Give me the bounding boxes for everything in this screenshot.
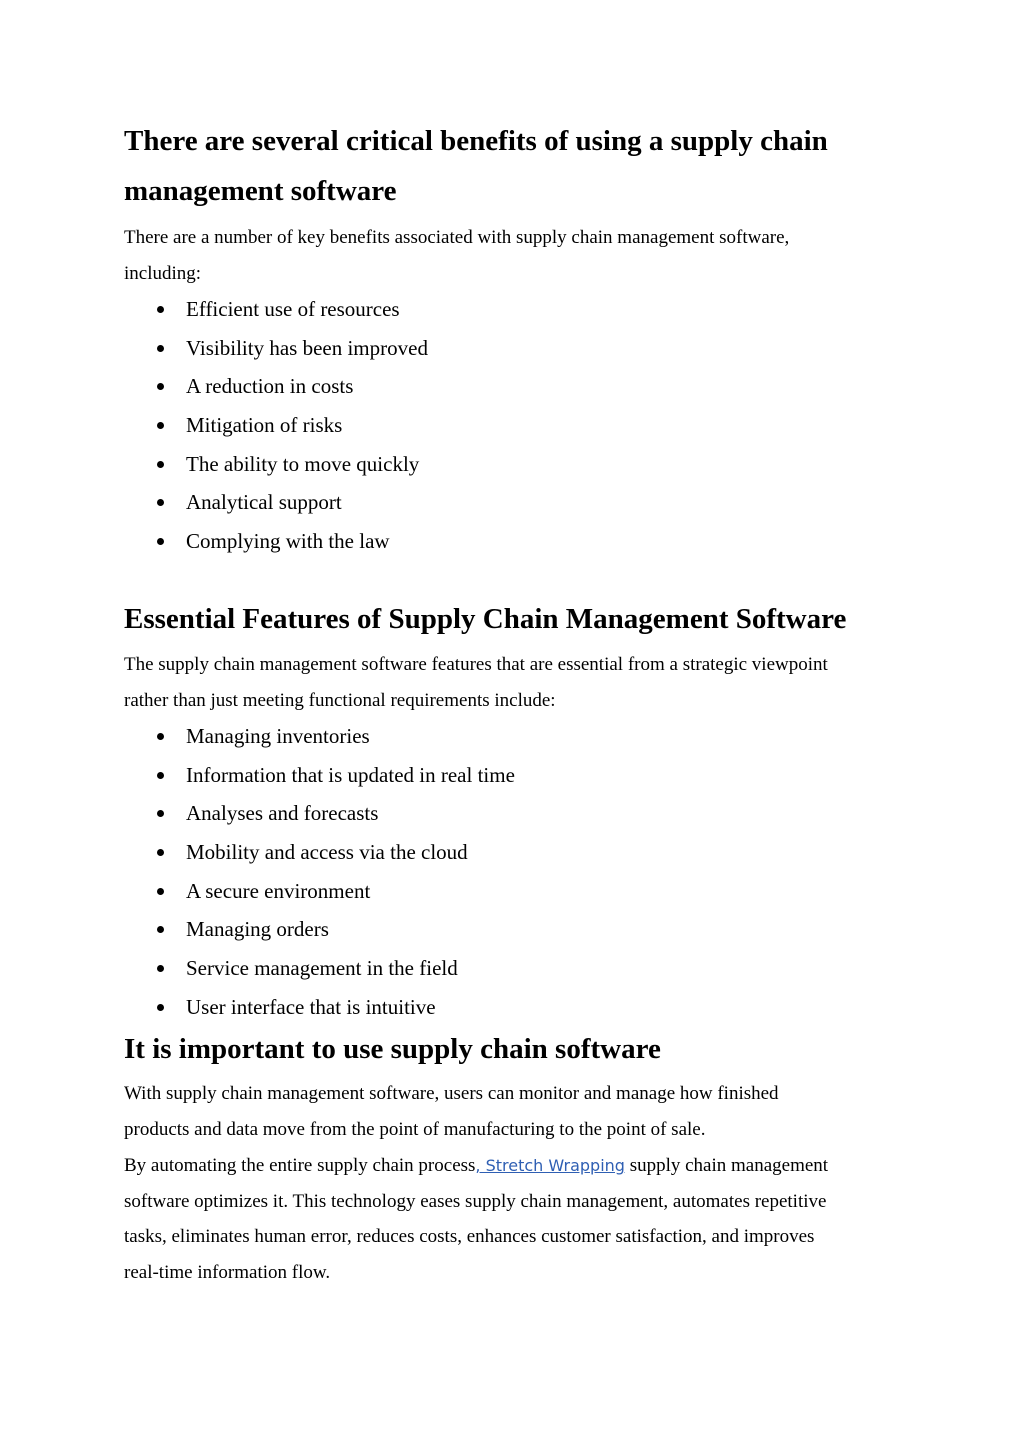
- list-item-label: Efficient use of resources: [186, 297, 400, 321]
- section1-intro: [124, 220, 904, 291]
- list-item-label: User interface that is intuitive: [186, 994, 436, 1019]
- list-item: [124, 872, 515, 911]
- list-item-label: Service management in the field: [186, 956, 458, 981]
- section3-p2-line1-before: By automating the entire supply chain process: [124, 1155, 476, 1176]
- section3-p1-line2: products and data move from the point of manufacturing to the point of sale.: [124, 1118, 706, 1140]
- bullet-icon: [157, 965, 164, 972]
- list-item: [124, 988, 515, 1027]
- bullet-icon: [157, 888, 164, 895]
- bullet-icon: [157, 733, 164, 740]
- section1-heading-line2: management software: [124, 175, 397, 207]
- list-item-label: Information that is updated in real time: [186, 762, 515, 787]
- list-item-label: A secure environment: [186, 878, 371, 903]
- bullet-icon: [157, 383, 164, 390]
- list-item: [124, 949, 515, 988]
- section1-heading: [124, 116, 904, 216]
- section3-paragraph1: [124, 1076, 904, 1147]
- section3-paragraph2: [124, 1148, 904, 1290]
- bullet-icon: [157, 461, 164, 468]
- list-item: [124, 522, 428, 561]
- benefits-list: [124, 290, 428, 561]
- list-item-label: The ability to move quickly: [186, 451, 420, 476]
- list-item-label: Mobility and access via the cloud: [186, 840, 468, 865]
- section3-p1-line1: With supply chain management software, users can monitor and manage how finished: [124, 1083, 779, 1104]
- list-item: [124, 833, 515, 872]
- list-item-label: Managing orders: [186, 917, 329, 942]
- section3-p2-line4: real-time information flow.: [124, 1261, 331, 1283]
- section1-intro-line2: including:: [124, 262, 202, 284]
- bullet-icon: [157, 422, 164, 429]
- features-list: [124, 717, 515, 1027]
- section2-intro-line1: The supply chain management software features that are essential from a strategic viewpoint: [124, 654, 828, 675]
- section1-intro-line1: There are a number of key benefits associated with supply chain management software,: [124, 227, 790, 248]
- list-item: [124, 445, 428, 484]
- section2-intro-line2: rather than just meeting functional requirements include:: [124, 689, 556, 711]
- list-item-label: Analytical support: [186, 490, 342, 515]
- bullet-icon: [157, 810, 164, 817]
- bullet-icon: [157, 499, 164, 506]
- list-item-label: Managing inventories: [186, 724, 370, 748]
- bullet-icon: [157, 306, 164, 313]
- bullet-icon: [157, 926, 164, 933]
- bullet-icon: [157, 538, 164, 545]
- section3-p2-line3: tasks, eliminates human error, reduces costs, enhances customer satisfaction, and improves: [124, 1226, 815, 1247]
- list-item-label: Complying with the law: [186, 529, 390, 554]
- list-item: [124, 910, 515, 949]
- list-item: [124, 406, 428, 445]
- list-item-label: Visibility has been improved: [186, 335, 428, 360]
- section3-heading: It is important to use supply chain software: [124, 1033, 661, 1065]
- section3-p2-line1-after: supply chain management: [624, 1155, 829, 1176]
- stretch-wrapping-link[interactable]: , Stretch Wrapping: [475, 1156, 625, 1175]
- bullet-icon: [157, 772, 164, 779]
- bullet-icon: [157, 849, 164, 856]
- section3-p2-line2: software optimizes it. This technology eases supply chain management, automates repetitive: [124, 1190, 827, 1212]
- list-item-label: Mitigation of risks: [186, 413, 343, 438]
- list-item: [124, 483, 428, 522]
- list-item: [124, 329, 428, 368]
- list-item-label: Analyses and forecasts: [186, 801, 379, 826]
- list-item: [124, 756, 515, 795]
- list-item: [124, 290, 428, 329]
- bullet-icon: [157, 1004, 164, 1011]
- section2-heading: Essential Features of Supply Chain Management Software: [124, 603, 847, 635]
- list-item: [124, 794, 515, 833]
- section2-intro: [124, 647, 904, 718]
- list-item-label: A reduction in costs: [186, 374, 354, 399]
- bullet-icon: [157, 345, 164, 352]
- list-item: [124, 717, 515, 756]
- section1-heading-line1: There are several critical benefits of using a supply chain: [124, 125, 828, 157]
- list-item: [124, 367, 428, 406]
